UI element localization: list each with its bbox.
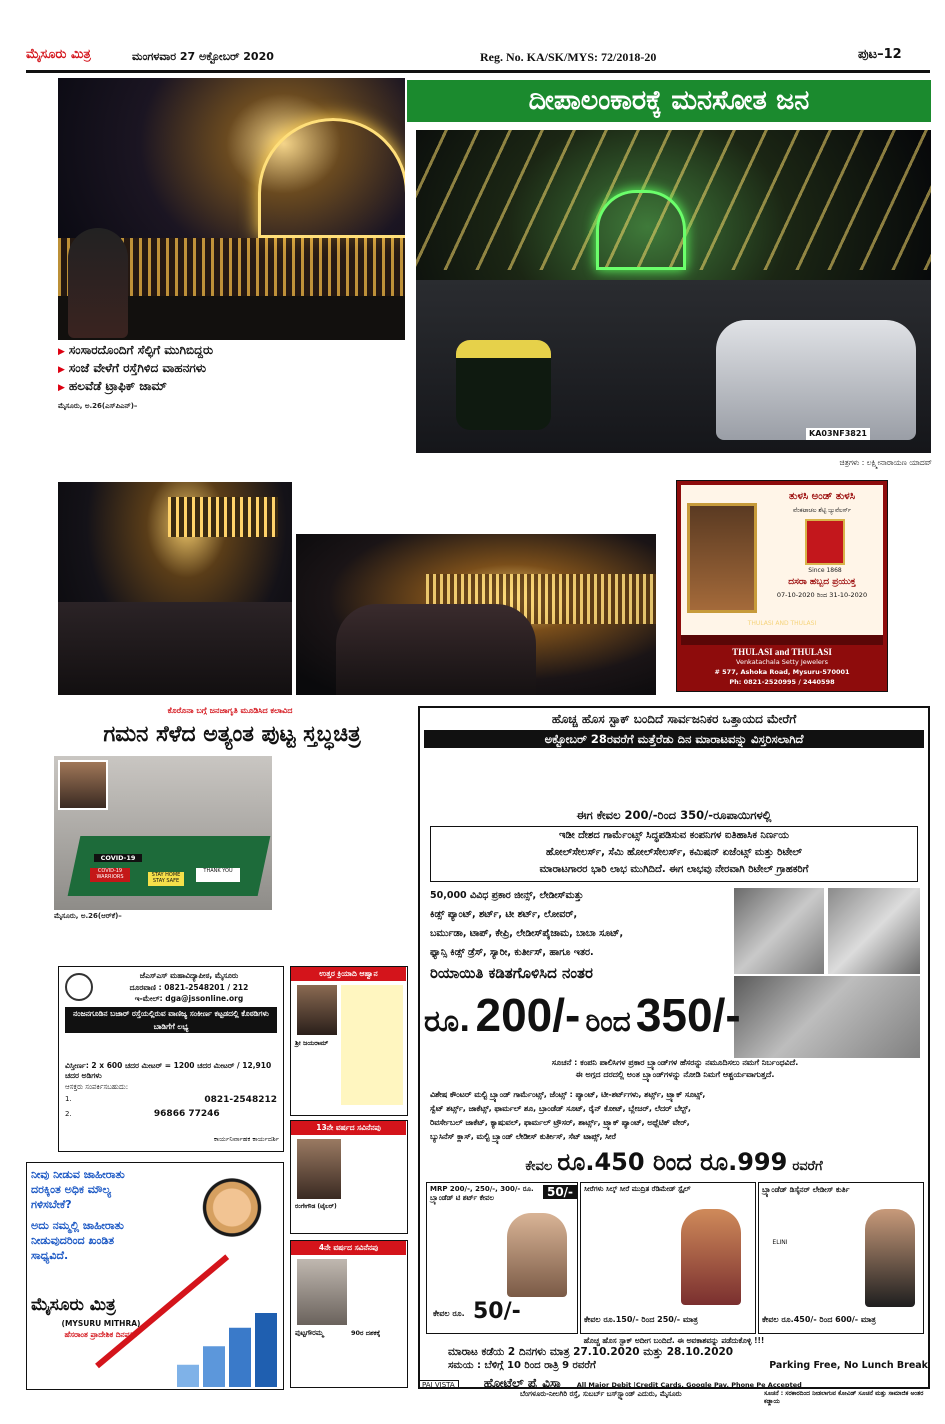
promo-line-6: ಸಾಧ್ಯವಿದೆ. [31, 1249, 69, 1262]
store-front [681, 635, 883, 645]
covid-text-bottom-b [232, 912, 410, 962]
people [58, 602, 292, 695]
warehouse-photo-1 [734, 888, 824, 974]
bullet-3: ▶ ಹಲವೆಡೆ ಟ್ರಾಫಿಕ್ ಜಾಮ್ [58, 378, 290, 396]
box2-title: ಸೀರೆಗಳು ಸಿಲ್ಕ್ ಸೀರೆ ಮುದ್ರಿತ ರೆಡಿಮೇಡ್ ಸ್ಟೈಲ್ [584, 1185, 691, 1193]
lead-text-col-a [58, 402, 176, 480]
sale-counter [430, 1088, 920, 1144]
price-prefix: ರೂ. [424, 1004, 471, 1039]
model-label-3: STAY HOME STAY SAFE [148, 872, 184, 886]
anniv4-title: 4ನೇ ವರ್ಷದ ಸವಿನೆನಪು [291, 1241, 406, 1255]
white-car [716, 320, 916, 440]
auto-rickshaw [456, 340, 551, 430]
box1-bottom-price: 50/- [473, 1299, 521, 1324]
lead-text-col-b [180, 402, 292, 480]
sale-decision-3: ಮಾರಾಟಗಾರರ ಭಾರಿ ಲಾಭ ಮುಗಿದಿದೆ. ಈಗ ಲಾಭವು ನೇರವಾಗಿ ರಿಟೇಲ್ ಗ್ರಾಹಕರಿಗೆ [539, 864, 809, 875]
anniv4-name: ಪುಟ್ಟಗೌರಮ್ಮ [295, 1329, 324, 1337]
page-number-value: 12 [883, 47, 902, 62]
car-plate: KA03NF3821 [806, 428, 870, 440]
sale-items-2: ಕಿಡ್ಸ್ ಪ್ಯಾಂಟ್, ಶರ್ಟ್, ಟೀ ಶರ್ಟ್, ಲೋವರ್, [430, 909, 578, 920]
warehouse-photo-2 [828, 888, 920, 974]
page-label: ಪುಟ [858, 47, 878, 62]
sale-parking: Parking Free, No Lunch Break [769, 1360, 928, 1371]
anniv13-name: ರಂಗೇಗೌಡ (ಟೈಲರ್) [295, 1203, 337, 1210]
ravarege-label: ರವರೆಗೆ [792, 1159, 823, 1174]
jewel-address: # 577, Ashoka Road, Mysuru-570001 [714, 668, 850, 676]
uttara-name: ಶ್ರೀ ಜಯರಾಮ್ [295, 1039, 329, 1047]
sale-intro [430, 752, 918, 806]
box1-title: MRP 200/-, 250/-, 300/- ರೂ. ಬ್ರ್ಯಾಂಡೆಡ್ ಟಿ ಶರ್ಟ್ ಕೇವಲ [430, 1185, 534, 1202]
mithra-promo-ad [26, 1162, 284, 1390]
jewel-dates: 07-10-2020 ರಿಂದ 31-10-2020 [776, 591, 868, 599]
price2: ರೂ.450 ರಿಂದ ರೂ.999 [557, 1148, 788, 1176]
green-gate [596, 190, 686, 270]
jss-title: ಜೆಎಸ್‌ಎಸ್ ಮಹಾವಿದ್ಯಾಪೀಠ, ಮೈಸೂರು [139, 971, 239, 980]
anniv13-text [345, 1139, 403, 1229]
traffic-jam-photo [416, 130, 931, 453]
jewel-ad-title: ತುಳಸಿ ಅಂಡ್ ತುಳಸಿ [788, 491, 856, 502]
jss-logo [65, 973, 93, 1001]
promo-line-4: ಅದು ನಮ್ಮಲ್ಲಿ ಜಾಹೀರಾತು [31, 1219, 124, 1232]
anniversary-4-notice [290, 1240, 408, 1388]
sale-decision-1: ಇಡೀ ದೇಶದ ಗಾರ್ಮೆಂಟ್ಸ್ ಸಿದ್ಧಪಡಿಸುವ ಕಂಪನಿಗಳ ಐತಿಹಾಸಿಕ ನಿರ್ಣಯ [559, 830, 789, 841]
saree-offer-box [580, 1182, 756, 1334]
header-rule [26, 70, 930, 73]
lead-text-col-c [296, 342, 410, 532]
sale-now-only: ಈಗ ಕೇವಲ 200/-ರಿಂದ 350/-ರೂಪಾಯಿಗಳಲ್ಲಿ [576, 808, 772, 822]
sale-items-3: ಬರ್ಮುಡಾ, ಟಾಪ್, ಕೇಪ್ರಿ, ಲೇಡೀಸ್‌ಪೈಜಾಮ, ಬಾಬಾ ಸೂಟ್, [430, 928, 624, 939]
bullet-2: ▶ ಸಂಜೆ ವೇಳೆಗೆ ರಸ್ತೆಗಿಳಿದ ವಾಹನಗಳು [58, 360, 290, 378]
venue-name: ಹೋಟೆಲ್ ಪೈ ವಿಸ್ತಾ [483, 1376, 562, 1389]
box3-model [865, 1209, 915, 1307]
jewellery-ad [676, 480, 888, 692]
lead-text-col-d [416, 456, 536, 532]
uttara-photo [297, 985, 337, 1035]
jss-heading: ನಂಜನಗೂಡಿನ ಬಜಾರ್ ರಸ್ತೆಯಲ್ಲಿರುವ ವಾಣಿಜ್ಯ ಸಂಕೀರ್ಣ ಕಟ್ಟಡದಲ್ಲಿ ಕೊಠಡಿಗಳು ಬಾಡಿಗೆಗೆ ಲಭ್ಯ [65, 1007, 277, 1033]
box1-model [507, 1213, 567, 1297]
jewel-name-en: THULASI and THULASI [732, 647, 832, 657]
model-photo [687, 503, 757, 613]
sale-decision-2: ಹೋಲ್‌ಸೇಲರ್ಸ್, ಸೆಮಿ ಹೋಲ್‌ಸೇಲರ್ಸ್, ಕಮಿಷನ್ ಏಜೆಂಟ್ಸ್ ಮತ್ತು ರಿಟೇಲ್ [545, 847, 803, 858]
anniv4-age: 90ರ ದಶಕಕ್ಕೆ [351, 1329, 381, 1337]
box3-title: ಬ್ರ್ಯಾಂಡೆಡ್ ಡಿಸೈನರ್ ಲೇಡೀಸ್ ಕುರ್ತಿ [762, 1185, 850, 1194]
jss-phone-2: 96866 77246 [153, 1109, 220, 1119]
jss-contact-1: 1. 0821-2548212 [65, 1095, 277, 1105]
model-base [68, 836, 271, 896]
jss-phone-1: 0821-2548212 [204, 1095, 277, 1105]
registration-number: Reg. No. KA/SK/MYS: 72/2018-20 [480, 50, 657, 64]
lit-palace-distant [168, 497, 278, 537]
sale-items-4: ಫ್ಯಾನ್ಸಿ ಕಿಡ್ಸ್ ಡ್ರೆಸ್, ಸ್ಯಾರೀ, ಕುರ್ತೀಸ್, ಹಾಗೂ ಇತರ. [430, 947, 594, 958]
venue-logo: PAI VISTA [418, 1380, 459, 1389]
jewel-since: Since 1868 [808, 567, 842, 574]
counter-2: ಸ್ವೆಟ್ ಶರ್ಟ್ಸ್, ಜಾಕೆಟ್ಸ್, ಫಾರ್ಮಲ್ ಶೂ, ಬ್ರಾಂಡೆಡ್ ಸೂಟ್, ರೈನ್ ಕೋಟ್, ಬ್ಲೇಜರ್, ಲೆದರ್ ಬೆಲ್ಟ್, [430, 1104, 691, 1113]
box2-model [681, 1209, 741, 1305]
selfie-group [336, 604, 536, 695]
crowd-selfie-photo [58, 482, 292, 695]
sale-top-1: ಹೊಚ್ಚ ಹೊಸ ಸ್ಟಾಕ್ ಬಂದಿದೆ ಸಾರ್ವಜನಿಕರ ಒತ್ತಾಯದ ಮೇರೆಗೆ [551, 712, 797, 726]
sale-last-days-note: ಹೊಚ್ಚ ಹೊಸ ಸ್ಟಾಕ್ ಅದೀಗ ಬಂದಿದೆ. ಈ ಅವಕಾಶವನ್ನು ಪಡೆದುಕೊಳ್ಳಿ !!! [583, 1336, 765, 1345]
box3-price: ಕೇವಲ ರೂ.450/- ರಿಂದ 600/- ಮಾತ್ರ [762, 1315, 876, 1324]
jss-notice [58, 966, 284, 1152]
uttara-kriya-notice [290, 966, 408, 1116]
sale-discount: ರಿಯಾಯಿತಿ ಕಡಿತಗೊಳಿಸಿದ ನಂತರ [430, 964, 593, 982]
jss-sign: ಕಾರ್ಯನಿರ್ವಾಹಕ ಕಾರ್ಯದರ್ಶಿ [213, 1135, 279, 1143]
uttara-text [341, 985, 403, 1105]
jss-contact-2: 2. 96866 77246 [65, 1109, 220, 1119]
anniv13-photo [297, 1139, 341, 1199]
covid-kicker: ಕೊರೊನಾ ಬಗ್ಗೆ ಜನಜಾಗೃತಿ ಮೂಡಿಸಿದ ಕಲಾವಿದ [167, 706, 293, 715]
palace-dome [258, 118, 405, 238]
promo-line-5: ನೀಡುವುದರಿಂದ ಖಂಡಿತ [31, 1234, 115, 1247]
jewel-name-en2: Venkatachala Setty Jewelers [736, 658, 828, 666]
jewel-phone: Ph: 0821-2520995 / 2440598 [729, 678, 835, 686]
sale-decision [430, 826, 918, 882]
sale-top-2: ಅಕ್ಟೋಬರ್ 28ರವರೆಗೆ ಮತ್ತೆರೆಡು ದಿನ ಮಾರಾಟವನ್ನು ವಿಸ್ತರಿಸಲಾಗಿದೆ [424, 730, 924, 748]
anniv13-title: 13ನೇ ವರ್ಷದ ಸವಿನೆನಪು [291, 1121, 406, 1135]
sale-items [430, 886, 730, 962]
jss-phone: ದೂರವಾಣಿ : 0821-2548201 / 212 [129, 983, 249, 992]
page-number: ಪುಟ–12 [858, 47, 902, 62]
artist-portrait [58, 760, 108, 810]
photo-credit: ಚಿತ್ರಗಳು : ಲಕ್ಷ್ಮೀನಾರಾಯಣ ಯಾದವ್ [839, 458, 932, 467]
promo-brand-en: (MYSURU MITHRA) [61, 1319, 141, 1328]
jss-body [65, 1037, 277, 1059]
sale-items-1: 50,000 ವಿವಿಧ ಪ್ರಕಾರ ಜೀನ್ಸ್, ಲೇಡೀಸ್‌ಮತ್ತು [430, 890, 584, 901]
price-to: 350/- [635, 989, 741, 1041]
price-mid: ರಿಂದ [585, 1005, 631, 1038]
kurti-offer-box [758, 1182, 924, 1334]
covid-text-bottom-a [54, 912, 228, 962]
box2-price: ಕೇವಲ ರೂ.150/- ರಿಂದ 250/- ಮಾತ್ರ [584, 1315, 698, 1324]
anniv4-photo [297, 1259, 347, 1325]
model-label-4: THANK YOU [196, 868, 240, 882]
sale-dates: ಮಾರಾಟ ಕಡೆಯ 2 ದಿನಗಳು ಮಾತ್ರ 27.10.2020 ಮತ್ತು 28.10.2020 [448, 1346, 734, 1358]
price-from: 200/- [475, 989, 581, 1041]
venue-payments: All Major Debit |Credit Cards, Google Pay, Phone Pe Accepted [576, 1381, 802, 1389]
venue-note: ಸೂಚನೆ : ಸರಕಾರದಿಂದ ನೀಡಲಾಗುವ ಕೋವಿಡ್ ಸೂಚನೆ ಮತ್ತು ಸಾಮಾಜಿಕ ಅಂತರ ಕಡ್ಡಾಯ [764, 1390, 924, 1405]
promo-brand: ಮೈಸೂರು ಮಿತ್ರ [31, 1295, 116, 1315]
counter-3: ರಿವರ್ಸೇಬಲ್ ಜಾಕೆಟ್, ಕ್ಯಾಷುವಲ್, ಫಾರ್ಮಲ್ ಟ್ರೌಸರ್, ಶಾರ್ಟ್ಸ್, ಟ್ರ್ಯಾಕ್ ಪ್ಯಾಂಟ್, ಅಥ್ಲೆಟಿಕ್ ವೇರ್, [430, 1118, 690, 1127]
sale-price2-row [424, 1148, 924, 1176]
counter-1: ವಿಶೇಷ ಕೌಂಟರ್ ಮಲ್ಟಿ ಬ್ರ್ಯಾಂಡ್ ಗಾರ್ಮೆಂಟ್ಸ್, ಜೆಂಟ್ಸ್ : ಪ್ಯಾಂಟ್, ಟೀ-ಶರ್ಟ್‌ಗಳು, ಶರ್ಟ್ಸ್, ಟ್ರ್ಯಾಕ್ ಸೂಟ್ಸ್, [430, 1090, 706, 1099]
box1-price: 50/- [543, 1185, 577, 1199]
tt-logo [805, 519, 845, 565]
tshirt-offer-box [426, 1182, 578, 1334]
venue-row [418, 1372, 930, 1389]
jss-size: ವಿಸ್ತೀರ್ಣ: 2 x 600 ಚದರ ಮೀಟರ್ = 1200 ಚದರ ಮೀಟರ್ / 12,910 ಚದರ ಅಡಿಗಳು [65, 1061, 272, 1080]
uttara-title: ಉತ್ತರ ಕ್ರಿಯಾದಿ ಆಹ್ವಾನ [291, 967, 406, 981]
covid-text-right [276, 756, 410, 910]
jss-contact-label: ಆಸಕ್ತರು ಸಂಪರ್ಕಿಸಬಹುದು: [65, 1083, 129, 1091]
jss-email: ಇ-ಮೇಲ್: dga@jssonline.org [134, 994, 244, 1003]
covid-dateline: ಮೈಸೂರು, ಅ.26(ಆರ್‌ಕೆ)– [54, 912, 122, 920]
lead-text-col-e [540, 456, 656, 532]
lead-headline: ದೀಪಾಲಂಕಾರಕ್ಕೆ ಮನಸೋತ ಜನ [407, 80, 931, 122]
box1-bottom-label: ಕೇವಲ ರೂ. [433, 1309, 465, 1318]
lead-bullets [58, 342, 290, 396]
bar-steps [177, 1313, 277, 1387]
model-label-1: COVID-19 [94, 854, 142, 862]
box3-logo: ELINI [772, 1239, 788, 1246]
tableau-model-photo [54, 756, 272, 910]
issue-date: ಮಂಗಳವಾರ 27 ಅಕ್ಟೋಬರ್ 2020 [132, 50, 274, 63]
promo-tagline: ಹೆಸರಾಂತ ಪ್ರಾದೇಶಿಕ ದಿನಪತ್ರಿಕೆ [64, 1330, 138, 1339]
jewel-ad-subtitle: ವೆಂಕಟಾಚಲ ಶೆಟ್ಟಿ ಜ್ಯುವೆಲರ್ಸ್ [793, 507, 851, 514]
sale-note-2: ಈ ಅಗ್ಗದ ದರದಲ್ಲಿ ಅಂತ ಬ್ರ್ಯಾಂಡ್‌ಗಳನ್ನು ನೋಡಿ ನಿಮಗೆ ಆಶ್ಚರ್ಯವಾಗುತ್ತದೆ. [575, 1070, 775, 1079]
venue-address: ಬೆಂಗಳೂರು-ನೀಲಗಿರಿ ರಸ್ತೆ, ಸುಬರ್ಬ್ ಬಸ್‌ಸ್ಟ್ಯಾಂಡ್ ಎದುರು, ಮೈಸೂರು [520, 1390, 682, 1398]
anniversary-13-notice [290, 1120, 408, 1234]
masthead-logo: ಮೈಸೂರು ಮಿತ್ರ [26, 47, 91, 62]
anniv4-text [351, 1259, 403, 1369]
promo-text [31, 1167, 181, 1263]
promo-line-3: ಗಳಿಸಬೇಕೆ? [31, 1198, 72, 1211]
palace-night-photo [58, 78, 405, 340]
promo-line-2: ದರಕ್ಕಿಂತ ಅಧಿಕ ಮೌಲ್ಯ [31, 1183, 111, 1196]
cartoon-man [187, 1169, 277, 1279]
sale-note-1: ಸೂಚನೆ : ಕಂಪನಿ ಪಾಲಿಸಿಗಳ ಪ್ರಕಾರ ಬ್ರ್ಯಾಂಡ್‌ಗಳ ಹೆಸರನ್ನು ನಮೂದಿಸಲು ನಮಗೆ ನಿರ್ಬಂಧವಿದೆ. [551, 1058, 799, 1067]
sale-timing: ಸಮಯ : ಬೆಳಿಗ್ಗೆ 10 ರಿಂದ ರಾತ್ರಿ 9 ರವರೆಗೆ [448, 1360, 596, 1371]
lead-dateline: ಮೈಸೂರು, ಅ.26(ಎಸ್‌ಪಿಎನ್)– [58, 402, 138, 410]
child-with-bunny-ears [68, 228, 128, 338]
jewel-store-sign: THULASI AND THULASI [747, 620, 817, 627]
sale-price-row [424, 988, 924, 1058]
promo-line-1: ನೀವು ನೀಡುವ ಜಾಹೀರಾತು [31, 1168, 125, 1181]
bullet-1: ▶ ಸಂಸಾರದೊಂದಿಗೆ ಸೆಲ್ಫಿಗೆ ಮುಗಿಬಿದ್ದರು [58, 342, 290, 360]
jewel-offer: ದಸರಾ ಹಬ್ಬದ ಪ್ರಯುಕ್ತ [788, 577, 856, 587]
counter-4: ಬ್ಯುಸಿನೆಸ್ ಕ್ಲಾಸ್, ಮಲ್ಟಿ ಬ್ರ್ಯಾಂಡ್ ಲೇಡೀಸ್ ಕುರ್ತೀಸ್, ಸೆಟ್ ಟಾಪ್ಸ್, ಸೀರೆ [430, 1132, 616, 1141]
covid-headline: ಗಮನ ಸೆಳೆದ ಅತ್ಯಂತ ಪುಟ್ಟ ಸ್ತಬ್ಧಚಿತ್ರ [103, 722, 361, 747]
sale-ad [418, 706, 930, 1389]
model-label-2: COVID-19 WARRIORS [90, 868, 130, 882]
kevala-label: ಕೇವಲ [525, 1159, 553, 1174]
